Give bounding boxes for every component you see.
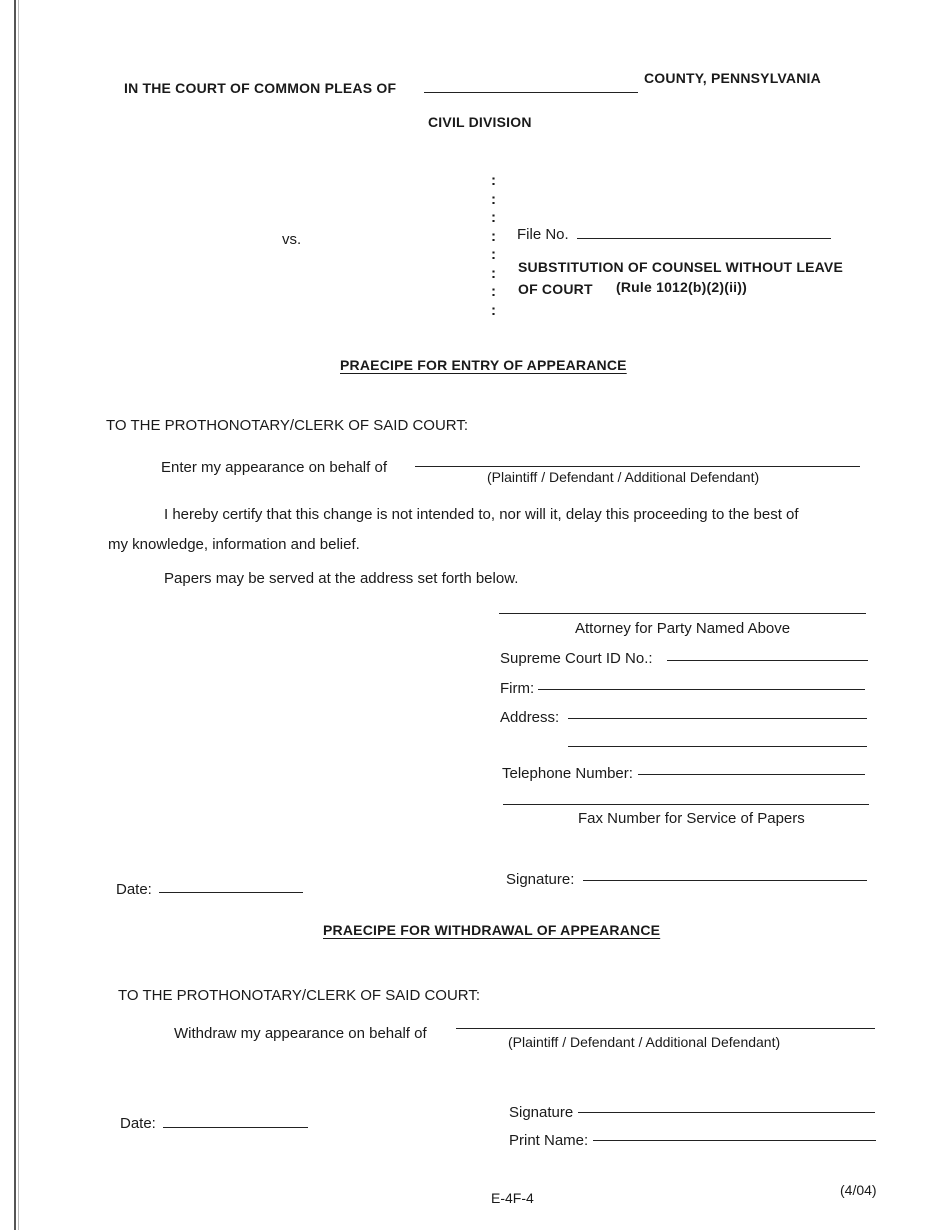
telephone-field[interactable] [638,774,865,775]
separator-colon: : [491,246,496,263]
withdrawal-title: PRAECIPE FOR WITHDRAWAL OF APPEARANCE [323,922,661,938]
served-text: Papers may be served at the address set forth below. [164,570,519,587]
withdrawal-signature-label: Signature [509,1104,574,1121]
revision-date: (4/04) [840,1182,877,1198]
print-name-field[interactable] [593,1140,876,1141]
withdrawal-behalf-label: Withdraw my appearance on behalf of [174,1025,427,1042]
entry-date-field[interactable] [159,892,303,893]
withdrawal-addressee: TO THE PROTHONOTARY/CLERK OF SAID COURT: [118,987,480,1004]
firm-field[interactable] [538,689,865,690]
attorney-caption: Attorney for Party Named Above [575,620,791,637]
address-field-1[interactable] [568,718,867,719]
caption-separator [491,172,499,320]
separator-colon: : [491,190,496,208]
separator-colon: : [491,264,496,282]
address-label: Address: [500,709,560,726]
entry-behalf-label: Enter my appearance on behalf of [161,459,387,476]
county-field[interactable] [424,92,638,93]
address-field-2[interactable] [568,746,867,747]
scan-edge [14,0,16,1230]
substitution-title-line1: SUBSTITUTION OF COUNSEL WITHOUT LEAVE [518,259,843,275]
entry-party-field[interactable] [415,466,860,467]
withdrawal-party-caption: (Plaintiff / Defendant / Additional Defendant) [508,1034,781,1050]
separator-colon: : [491,301,496,319]
separator-colon: : [491,172,496,189]
rule-reference: (Rule 1012(b)(2)(ii)) [616,279,747,295]
withdrawal-party-field[interactable] [456,1028,875,1029]
separator-colon: : [491,283,496,300]
entry-title: PRAECIPE FOR ENTRY OF APPEARANCE [340,357,627,373]
firm-label: Firm: [500,680,535,697]
print-name-label: Print Name: [509,1132,589,1149]
entry-signature-field[interactable] [583,880,867,881]
withdrawal-date-field[interactable] [163,1127,308,1128]
fax-field[interactable] [503,804,869,805]
entry-addressee: TO THE PROTHONOTARY/CLERK OF SAID COURT: [106,417,468,434]
division-title: CIVIL DIVISION [428,114,532,130]
file-no-label: File No. [517,226,569,243]
scan-edge-shadow [18,0,19,1230]
versus-label: vs. [282,231,302,248]
certify-line-2: my knowledge, information and belief. [108,536,360,553]
court-prefix: IN THE COURT OF COMMON PLEAS OF [124,80,397,96]
certify-line-1: I hereby certify that this change is not intended to, nor will it, delay this proceeding to the best of [164,506,799,523]
separator-colon: : [491,209,496,226]
separator-colon: : [491,227,496,245]
entry-signature-label: Signature: [506,871,575,888]
entry-party-caption: (Plaintiff / Defendant / Additional Defendant) [487,469,760,485]
form-code: E-4F-4 [491,1190,534,1206]
substitution-title-line2: OF COURT [518,281,593,297]
fax-caption: Fax Number for Service of Papers [578,810,805,827]
entry-date-label: Date: [116,881,152,898]
supreme-court-label: Supreme Court ID No.: [500,650,653,667]
withdrawal-signature-field[interactable] [578,1112,875,1113]
court-suffix: COUNTY, PENNSYLVANIA [644,70,821,86]
telephone-label: Telephone Number: [502,765,633,782]
supreme-court-field[interactable] [667,660,868,661]
attorney-name-field[interactable] [499,613,866,614]
withdrawal-date-label: Date: [120,1115,156,1132]
file-no-field[interactable] [577,238,831,239]
